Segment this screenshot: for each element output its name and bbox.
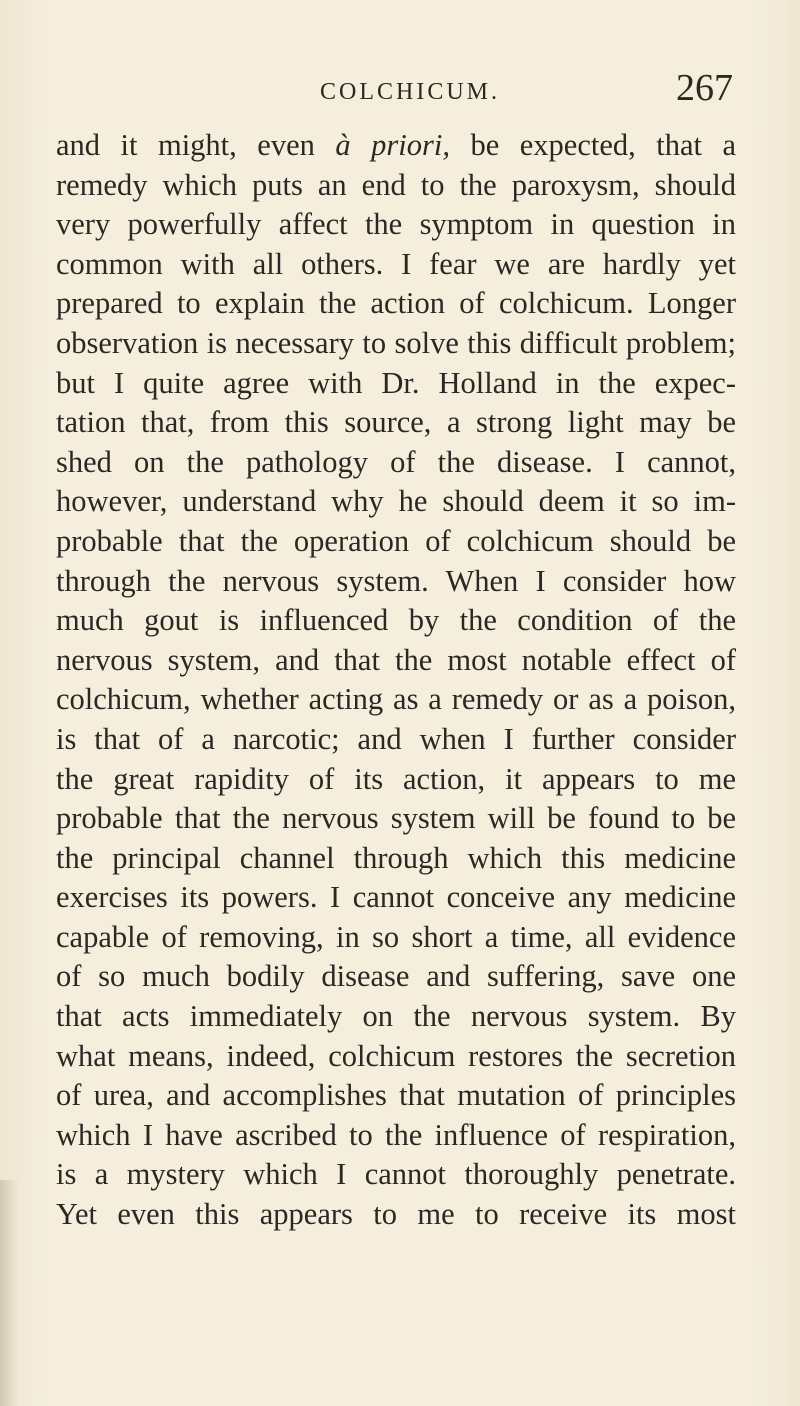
text-line: much gout is influenced by the condition of the [56,603,736,638]
text-line: very powerfully affect the symptom in question in [56,207,736,242]
text-line: colchicum, whether acting as a remedy or as a poison, [56,682,736,717]
text-line: of urea, and accomplishes that mutation of principles [56,1078,736,1113]
text-line: common with all others. I fear we are hardly yet [56,246,736,281]
text-line: of so much bodily disease and suffering, save one [56,959,736,994]
text-line: the principal channel through which this medicine [56,840,736,875]
page-edge-shadow [0,1180,18,1406]
body-text [56,126,736,1235]
running-head [0,67,800,112]
italic-phrase: à priori, [335,128,450,162]
text-line [56,126,736,166]
text-line: Yet even this appears to me to receive its most [56,1197,736,1232]
text-line: exercises its powers. I cannot conceive any medicine [56,880,736,915]
text-line: the great rapidity of its action, it appears to me [56,761,736,796]
text-line: probable that the nervous system will be found to be [56,801,736,836]
text-line: nervous system, and that the most notable effect of [56,642,736,677]
page-number: 267 [676,67,733,109]
text-line-start: and it might, even [56,128,336,162]
text-line: is a mystery which I cannot thoroughly penetrate. [56,1157,736,1192]
running-title: COLCHICUM. [320,79,501,105]
text-line: which I have ascribed to the influence of respiration, [56,1117,736,1152]
text-line: through the nervous system. When I consider how [56,563,736,598]
text-line: tation that, from this source, a strong light may be [56,405,736,440]
text-line: that acts immediately on the nervous system. By [56,999,736,1034]
text-line: probable that the operation of colchicum should be [56,523,736,558]
text-line: however, understand why he should deem it so im- [56,484,736,519]
text-line: prepared to explain the action of colchicum. Longer [56,286,736,321]
text-line: what means, indeed, colchicum restores the secretion [56,1038,736,1073]
text-line: but I quite agree with Dr. Holland in the expec- [56,365,736,400]
text-line: remedy which puts an end to the paroxysm, should [56,167,736,202]
text-line: capable of removing, in so short a time, all evidence [56,919,736,954]
text-line: is that of a narcotic; and when I further consider [56,721,736,756]
text-line: shed on the pathology of the disease. I cannot, [56,444,736,479]
text-line: observation is necessary to solve this difficult problem; [56,325,736,360]
text-line-end: be expected, that a [449,128,736,162]
